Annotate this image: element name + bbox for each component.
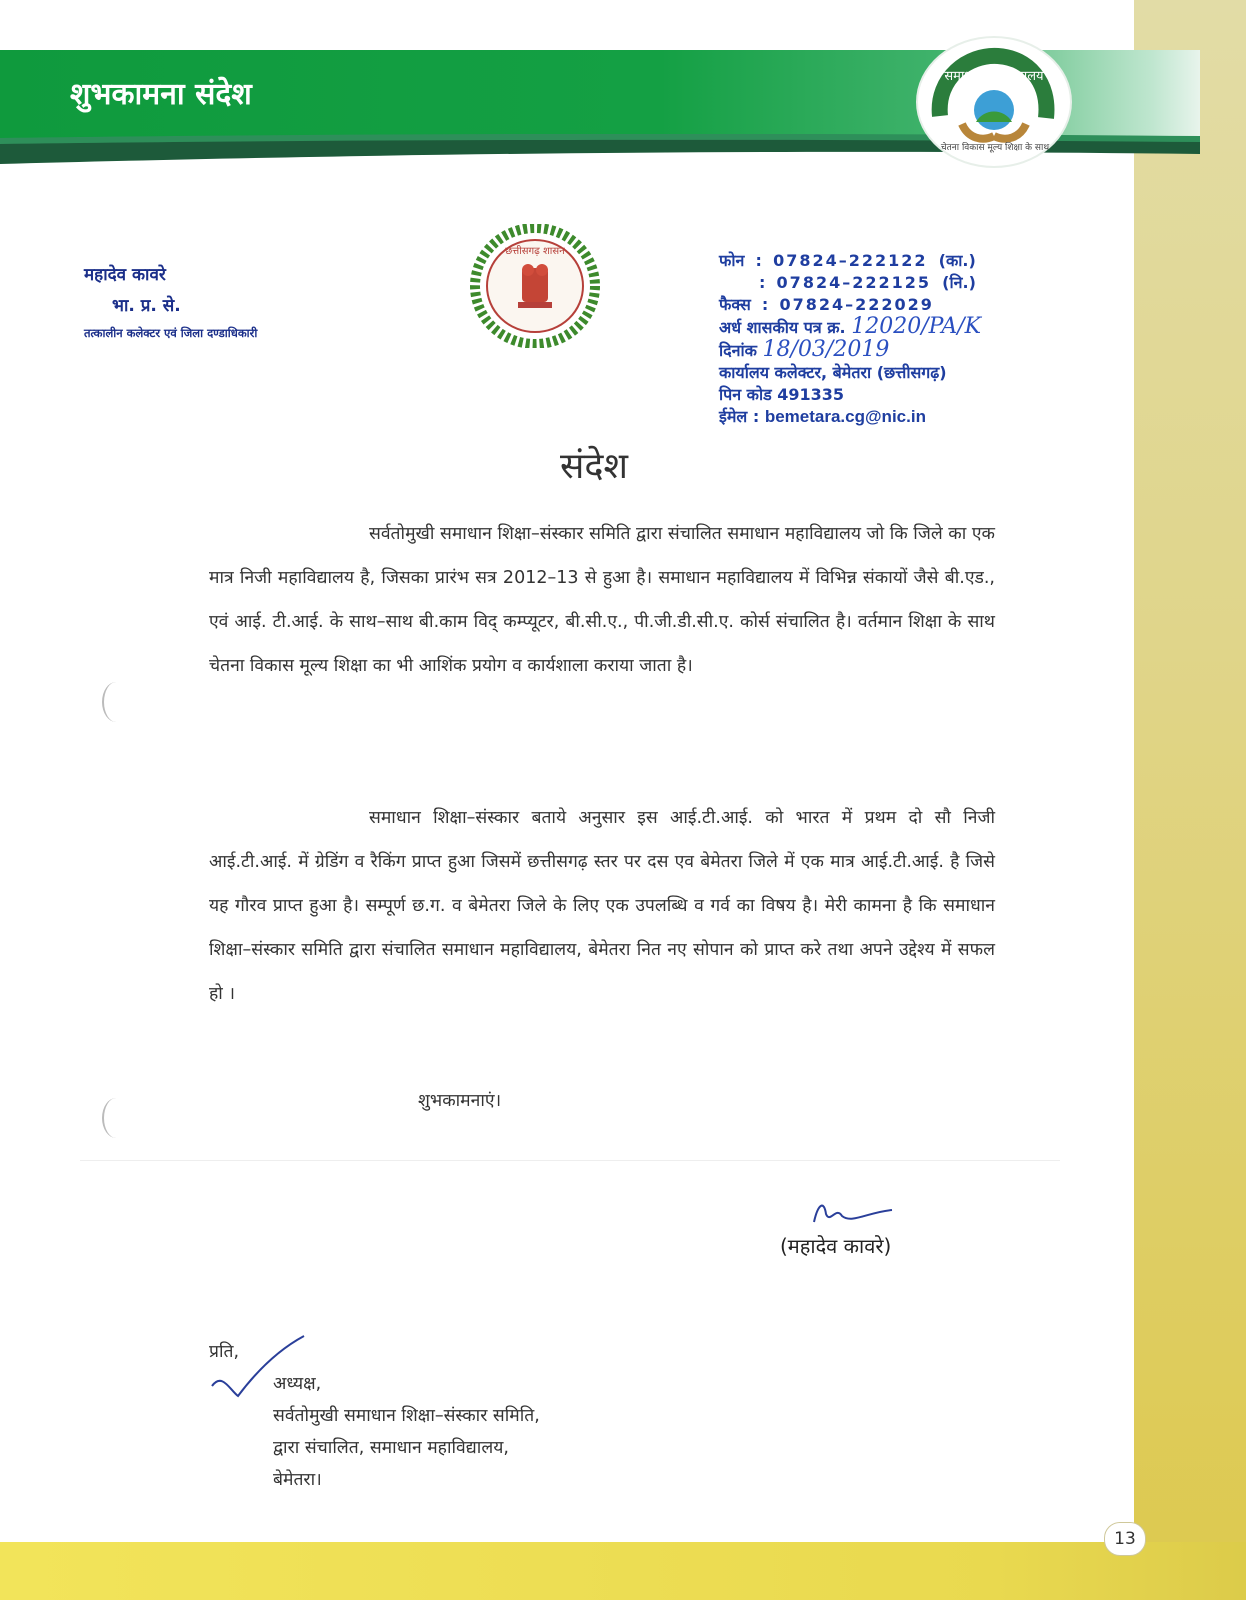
side-decor-band (1134, 0, 1246, 1600)
bottom-decor-band (0, 1542, 1246, 1600)
sender-block (84, 262, 257, 341)
sender-title: तत्कालीन कलेक्टर एवं जिला दण्डाधिकारी (84, 326, 258, 340)
phone2: 07824–222125 (776, 273, 932, 292)
email-label: ईमेल : (719, 407, 760, 426)
letter-date: 18/03/2019 (762, 337, 890, 362)
signatory-name: (महादेव कावरे) (780, 1234, 892, 1258)
state-emblem-icon (470, 224, 600, 348)
letter-no-row (719, 316, 981, 339)
state-emblem (470, 224, 600, 348)
page-title: शुभकामना संदेश (70, 77, 252, 112)
recipient-prefix: प्रति, (209, 1342, 240, 1362)
phone1: 07824–222122 (773, 251, 928, 270)
phone1-tag: (का.) (938, 251, 976, 270)
logo-tagline: चेतना विकास मूल्य शिक्षा के साथ (940, 143, 1050, 153)
fax-label: फैक्स (719, 295, 751, 314)
closing-wishes: शुभकामनाएं। (418, 1091, 502, 1111)
scan-divider (80, 1160, 1060, 1161)
body-paragraph-2 (209, 796, 995, 1016)
recipient-block (209, 1336, 540, 1496)
logo-name-text: समाधान महाविद्यालय (944, 69, 1044, 84)
page-number: 13 (1104, 1522, 1146, 1556)
phone-row: फोन : 07824–222122 (का.) (719, 251, 976, 270)
email-address: bemetara.cg@nic.in (764, 407, 926, 426)
phone-label: फोन (719, 251, 745, 270)
body-paragraph-1 (209, 512, 995, 688)
date-row (719, 339, 981, 362)
letter-no: 12020/PA/K (851, 314, 982, 339)
office-address: कार्यालय कलेक्टर, बेमेतरा (छत्तीसगढ़) (719, 363, 947, 382)
pin-code: पिन कोड 491335 (719, 385, 845, 404)
punch-hole-mark (102, 682, 130, 722)
emblem-top-text: छत्तीसगढ़ शासन (505, 246, 565, 257)
fax-number: 07824–222029 (779, 295, 934, 314)
sender-degree: भा. प्र. से. (112, 296, 181, 316)
recipient-line-4: बेमेतरा। (273, 1470, 322, 1490)
signature-mark (808, 1196, 898, 1230)
body-paragraph-2-text: समाधान शिक्षा–संस्कार बताये अनुसार इस आई.टी.आई. को भारत में प्रथम दो सौ निजी आई.टी.आई. में ग्रेडिंग व रैकिंग प्राप्त हुआ जिसमें छत्तीसगढ़ स्तर पर दस एव बेमेतरा जिले में एक मात्र आई.टी.आई. है जिसे यह गौरव प्राप्त हुआ है। सम्पूर्ण छ.ग. व बेमेतरा जिले के लिए एक उपलब्धि व गर्व का विषय है। मेरी कामना है कि समाधान शिक्षा–संस्कार समिति द्वारा संचालित समाधान महाविद्यालय, बेमेतरा नित नए सोपान को प्राप्त करे तथा अपने उद्देश्य में सफल हो । (209, 808, 995, 1004)
punch-hole-mark (102, 1098, 130, 1138)
body-paragraph-1-text: सर्वतोमुखी समाधान शिक्षा–संस्कार समिति द्वारा संचालित समाधान महाविद्यालय जो कि जिले का एक मात्र निजी महाविद्यालय है, जिसका प्रारंभ सत्र 2012–13 से हुआ है। समाधान महाविद्यालय में विभिन्न संकायों जैसे बी.एड., एवं आई. टी.आई. के साथ–साथ बी.काम विद् कम्प्यूटर, बी.सी.ए., पी.जी.डी.सी.ए. कोर्स संचालित है। वर्तमान शिक्षा के साथ चेतना विकास मूल्य शिक्षा का भी आशिंक प्रयोग व कार्यशाला कराया जाता है। (209, 524, 995, 676)
message-heading: संदेश (560, 446, 628, 487)
contact-block (719, 250, 981, 428)
date-label: दिनांक (719, 341, 757, 360)
recipient-line-1: अध्यक्ष, (273, 1374, 322, 1394)
letter-no-label: अर्ध शासकीय पत्र क्र. (719, 318, 846, 337)
recipient-line-2: सर्वतोमुखी समाधान शिक्षा–संस्कार समिति, (273, 1406, 540, 1426)
email-row (719, 406, 981, 428)
sender-name: महादेव कावरे (84, 265, 166, 285)
phone2-tag: (नि.) (942, 273, 976, 292)
recipient-line-3: द्वारा संचालित, समाधान महाविद्यालय, (273, 1438, 509, 1458)
phone2-row: : 07824–222125 (नि.) (759, 273, 976, 292)
fax-row: फैक्स : 07824–222029 (719, 295, 934, 314)
